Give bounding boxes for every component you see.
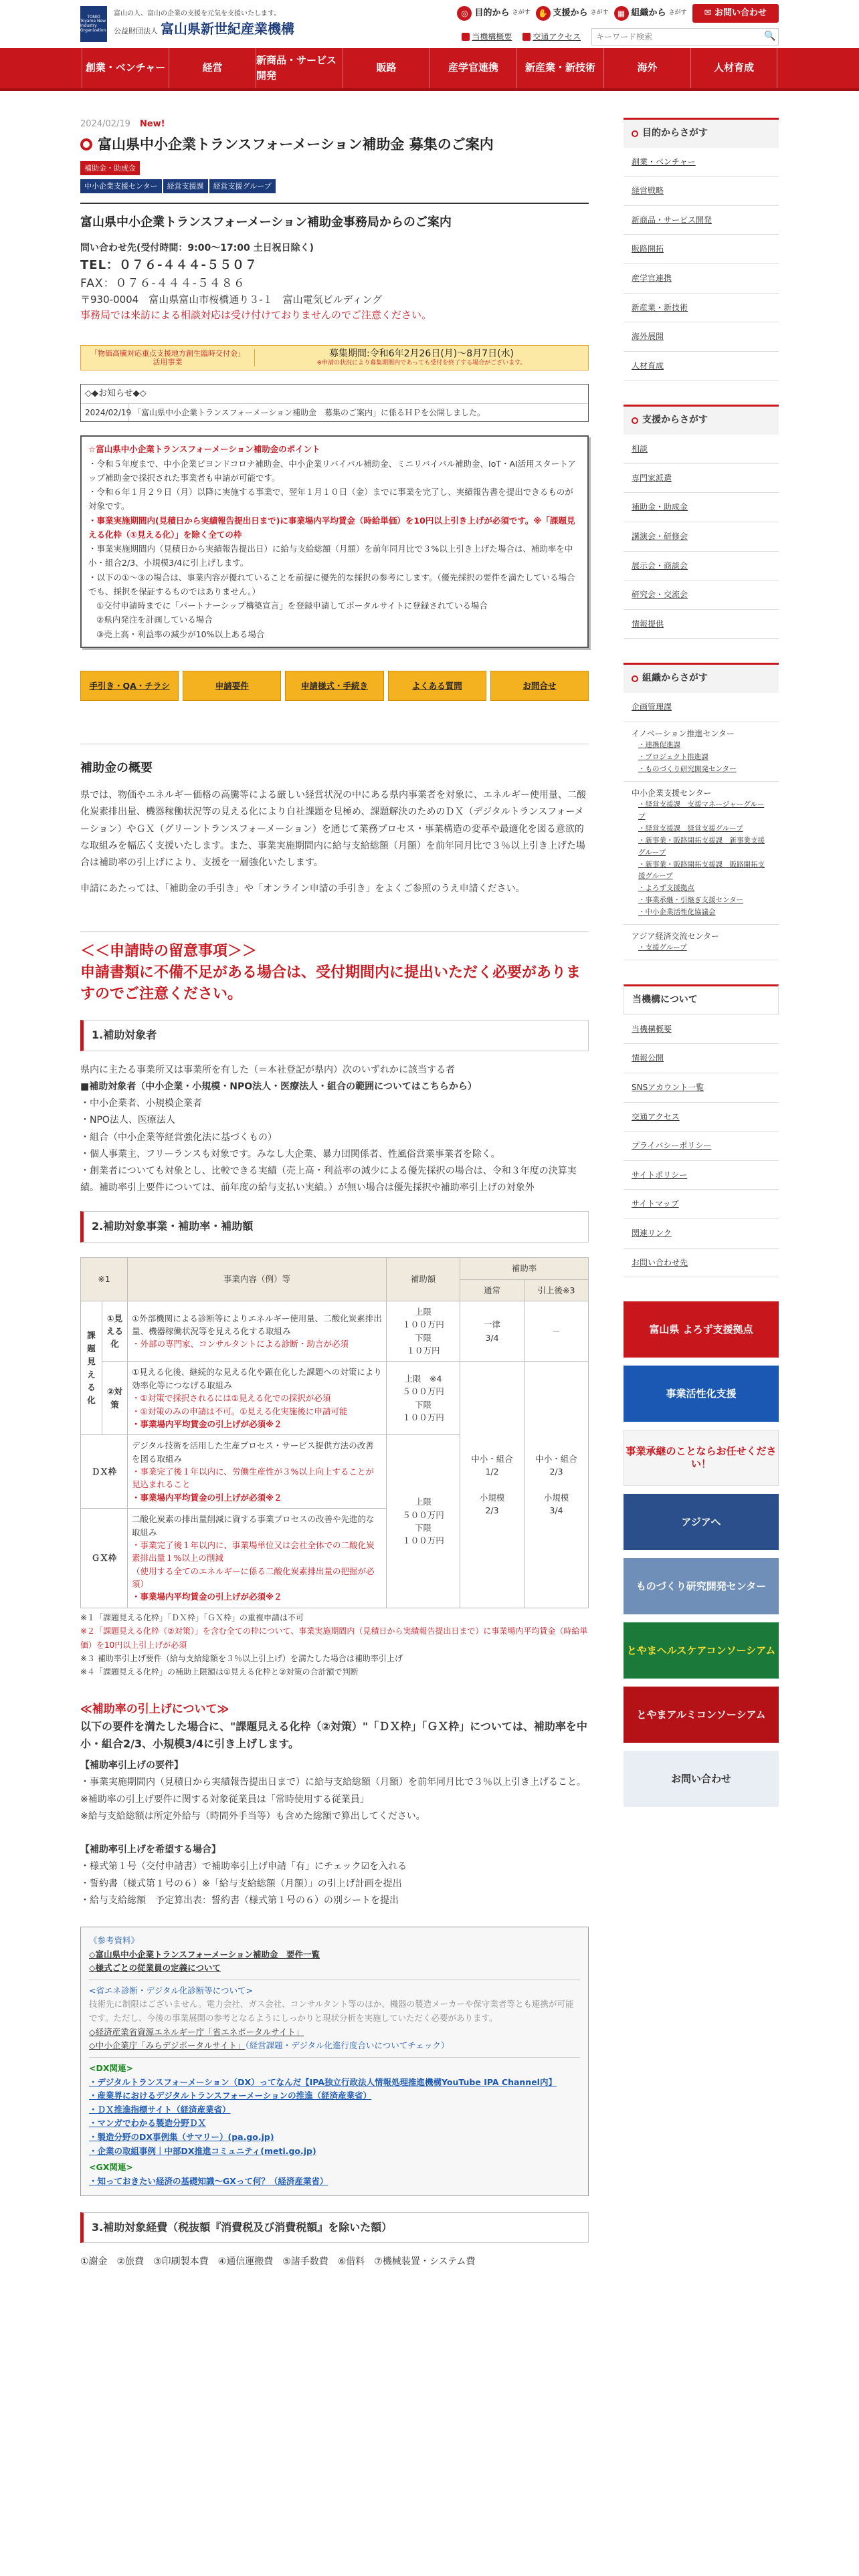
points-box: ☆富山県中小企業トランスフォーメーション補助金のポイント ・令和５年度まで、中小企業ビヨンドコロナ補助金、中小企業リバイバル補助金、ミニリバイバル補助金、IoT・AI活用スタートアップ補助金で採択された事業者も申請が可能です。 ・令和６年１月２９日（月）以降に実施する事業で、翌年１月１０日（金）までに事業を完了し、実績報告書を提出できるものが対象です。 ・事業実施期間内(見積日から実績報告提出日まで)に事業場内平均賃金（時給単価）を10円以上引き上げが必須です。※「課題見える化枠（①見える化）」を除く全ての枠 ・事業実施期間内（見積日から実績報告提出日）に給与支給総額（月額）を前年同月比で３%以上引き上げた場合は、補助率を中小・組合2/3、小規模3/4に引上げします。 ・以下の①～③の場合は、事業内容が優れていることを前提に優先的な採択の参考にします。（優先採択の要件を満たしている場合でも、採択を保証するものではありません。） ①交付申請時までに「パートナーシップ構築宣言」を登録申請してポータルサイトに登録されている場合 ②県内発注を計画している場合 ③売上高・利益率の減少が10%以上ある場合: [80, 435, 589, 648]
side-about-3[interactable]: 交通アクセス: [632, 1111, 680, 1121]
subtitle: 富山県中小企業トランスフォーメーション補助金事務局からのご案内: [80, 215, 452, 230]
tag-subsidy[interactable]: 補助金・助成金: [80, 161, 140, 175]
tag-mgmt-section[interactable]: 経営支援課: [163, 179, 208, 193]
section-heading-1: 1.補助対象者: [80, 1020, 589, 1051]
address: 〒930-0004 富山県富山市桜橋通り３-１ 富山電気ビルディング: [80, 294, 383, 306]
caution-section: ＜＜申請時の留意事項＞＞ 申請書類に不備不足がある場合は、受付期間内に提出いただく必要がありますのでご注意ください。: [80, 931, 589, 1005]
access-link[interactable]: 交通アクセス: [522, 31, 581, 43]
banner-list: [624, 1301, 779, 1807]
requirements-button[interactable]: 申請要件: [183, 671, 281, 701]
side-purpose-0[interactable]: 創業・ベンチャー: [632, 156, 696, 167]
dx-link-2[interactable]: ・産業界におけるデジタルトランスフォーメーションの推進（経済産業省）: [89, 2090, 372, 2101]
square-icon: [522, 33, 531, 41]
table-notes: ※１「課題見える化枠」「ＤＸ枠」「ＧＸ枠」の重複申請は不可 ※２「課題見える化枠（②対策）」を含む全ての枠について、事業実施期間内（見積日から実績報告提出日まで）に事業場内平均賃金（時給単価）を10円以上引上げが必須 ※３ 補助率引上げ要件（給与支給総額を３％以上引上げ）を満たした場合は補助率引上げ ※４「課題見える化枠」の補助上限額は①見える化枠と②対策の合計額で判断: [80, 1612, 588, 1677]
guide-button[interactable]: 手引き・QA・チラシ: [80, 671, 179, 701]
tagline: 富山の人、富山の企業の支援を元気を支援いたします。: [114, 9, 281, 17]
news-box: ◇◆お知らせ◆◇ 2024/02/19 「富山県中小企業トランスフォーメーション補助金 募集のご案内」に係るＨＰを公開しました。: [80, 384, 589, 423]
tel: TEL：０７６-４４４-５５０７: [80, 258, 258, 272]
dx-link-6[interactable]: ・企業の取組事例｜中部DX推進コミュニティ(meti.go.jp): [89, 2145, 316, 2156]
gnav-startup[interactable]: 創業・ベンチャー: [82, 48, 169, 88]
rate-increase-section: ≪補助率の引上げについて≫ 以下の要件を満たした場合に、"課題見える化枠（②対策）"「ＤＸ枠」「ＧＸ枠」については、補助率を中小・組合2/3、小規模3/4に引き上げします。 【補助率引上げの要件】 ・事業実施期間内（見積日から実績報告提出日まで）に給与支給総額（月額）を前年同月比で３％以上引き上げること。 ※補助率の引上げ要件に関する対象従業員は「常時使用する従業員」 ※給与支給総額は所定外給与（時間外手当等）も含めた総額で算出してください。 【補助率引上げを希望する場合】 ・様式第１号（交付申請書）で補助率引上げ申請「有」にチェック☑を入れる ・誓約書（様式第１号の６）※「給与支給総額（月額）」の引上げ計画を提出 ・給与支給総額 予定算出表：誓約書（様式第１号の６）の別シートを提出: [80, 1702, 587, 1906]
about-nav: 当機構について 当機構概要 情報公開 SNSアカウント一覧 交通アクセス プライバシーポリシー サイトポリシー サイトマップ 関連リンク お問い合わせ先: [624, 984, 779, 1277]
eligibility-text: 県内に主たる事業所又は事業所を有した（＝本社登記が県内）次のいずれかに該当する者 ■補助対象者（中小企業・小規模・NPO法人・医療法人・組合の範囲についてはこちらから） ・中小企業者、小規模企業者 ・NPO法人、医療法人 ・組合（中小企業等経営強化法に基づくもの） ・個人事業主、フリーランスも対象です。みなし大企業、暴力団関係者、性風俗営業事業者を除く。 ・創業者についても対象とし、比較できる実績（売上高・利益率の減少による優先採択の場合は、令和３年度の決算実績。補助率引上要件については、前年度の給与支払い実績。）が無い場合は優先採択や補助率引上げの対象外: [80, 1064, 577, 1194]
gnav-sales[interactable]: 販路: [343, 48, 430, 88]
tag-mgmt-group[interactable]: 経営支援グループ: [209, 179, 276, 193]
section-heading-2: 2.補助対象事業・補助率・補助額: [80, 1211, 589, 1243]
energy-portal-link[interactable]: ◇経済産業省資源エネルギー庁「省エネポータルサイト」: [89, 2026, 304, 2037]
square-icon: [462, 33, 470, 41]
logo-mark: TONIO Toyama New Industry Organization: [80, 6, 107, 42]
new-badge: New!: [139, 119, 165, 129]
gnav-management[interactable]: 経営: [169, 48, 256, 88]
side-support-3[interactable]: 講演会・研修会: [632, 531, 688, 541]
gnav-product-dev[interactable]: 新商品・サービス開発: [256, 48, 343, 88]
side-purpose-2[interactable]: 新商品・サービス開発: [632, 215, 712, 225]
gx-link-1[interactable]: ・知っておきたい経済の基礎知識～GXって何？（経済産業省）: [89, 2175, 328, 2186]
section-heading-3: 3.補助対象経費（税抜額『消費税及び消費税額』を除いた額）: [80, 2212, 589, 2244]
search-box: [591, 28, 779, 45]
side-support-5[interactable]: 研究会・交流会: [632, 590, 688, 600]
banner-healthcare[interactable]: とやまヘルスケアコンソーシアム: [624, 1622, 779, 1679]
sidebar: [624, 118, 779, 2270]
list-item: 2024/02/19 「富山県中小企業トランスフォーメーション補助金 募集のご案内」に係るＨＰを公開しました。: [81, 404, 588, 422]
circle-icon: [632, 675, 638, 682]
search-input[interactable]: [592, 29, 762, 45]
side-org2-sub2[interactable]: ・ものづくり研究開発センター: [638, 764, 737, 773]
reference-box: 《参考資料》 ◇富山県中小企業トランスフォーメーション補助金 要件一覧 ◇様式ごとの従業員の定義について <省エネ診断・デジタル化診断等について> 技術先に制限はございません。電力会社、ガス会社、コンサルタント等のほか、機器の製造メーカーや保守業者等とも連携が可能です。ただし、今後の事業展開の参考となるようにしっかりと現状分析を実施していただく必要があります。 ◇経済産業省資源エネルギー庁「省エネポータルサイト」 ◇中小企業庁「みらデジポータルサイト」（経営課題・デジタル化進行度合いについてチェック） <DX関連> ・デジタルトランスフォーメーション（DX）ってなんだ【IPA独立行政法人情報処理推進機構YouTube IPA Channel内】 ・産業界におけるデジタルトランスフォーメーションの推進（経済産業省） ・ＤＸ推進指標サイト（経済産業省） ・マンガでわかる製造分野ＤＸ ・製造分野のDX事例集（サマリー）(pa.go.jp) ・企業の取組事例｜中部DX推進コミュニティ(meti.go.jp) <GX関連> ・知っておきたい経済の基礎知識～GXって何？（経済産業省）: [80, 1927, 589, 2196]
anchor-buttons: [80, 671, 589, 701]
side-org2-sub1[interactable]: ・プロジェクト推進課: [638, 753, 708, 761]
side-support-6[interactable]: 情報提供: [632, 619, 664, 629]
side-org3-sub0[interactable]: ・経営支援課 支援マネージャーグループ: [638, 800, 765, 821]
subsidy-table: ※1 事業内容（例）等 補助額 補助率 通常 引上後※3 課題見える化 ①見える化 ①外部機関による診断等によりエネルギー使用量、二酸化炭素排出量、機器稼働状況等を見える化する取組み ・外部の専門家、コンサルタントによる診断・助言が必須 上限 １００万円 下限 １０万円 一律 3/4 － ②対策 ①見える化後、継続的な見える化や顕在化した課題への対策により効率化等につなげる取組み ・①対策で採択されるには①見える化での採択が必須 ・①対策のみの申請は不可。①見える化実施後に申請可能 ・事業場内平均賃金の引上げが必須※２ 上限 ※4 ５００万円 下限 １００万円 中小・組合 1/2 小規模 2/3 中小・組合 2/3 小規模 3/4 ＤＸ枠 デジタル技術を活用した生産プロセス・サービス提供方法の改善を図る取組み ・事業完了後１年以内に、労働生産性が３%以上向上することが見込まれること ・事業場内平均賃金の引上げが必須※２ 上限 ５００万円 下限 １００万円 ＧＸ枠 二酸化炭素の排出量削減に資する事業プロセスの改善や先進的な取組み ・事業完了後１年以内に、事業場単位又は会社全体での二酸化炭素排出量１%以上の削減 （使用する全てのエネルギーに係る二酸化炭素排出量の把握が必須） ・事業場内平均賃金の引上げが必須※２: [80, 1257, 589, 1608]
side-purpose-1[interactable]: 経営戦略: [632, 186, 664, 196]
table-row: ②対策 ①見える化後、継続的な見える化や顕在化した課題への対策により効率化等につなげる取組み ・①対策で採択されるには①見える化での採択が必須 ・①対策のみの申請は不可。①見える化実施後に申請可能 ・事業場内平均賃金の引上げが必須※２ 上限 ※4 ５００万円 下限 １００万円 中小・組合 1/2 小規模 2/3 中小・組合 2/3 小規模 3/4: [81, 1362, 589, 1435]
side-about-5[interactable]: サイトポリシー: [632, 1170, 688, 1180]
support-nav: 支援からさがす 相談 専門家派遣 補助金・助成金 講演会・研修会 展示会・商談会 研究会・交流会 情報提供: [624, 405, 779, 639]
side-org3-sub5[interactable]: ・事業承継・引継ぎ支援センター: [638, 896, 744, 905]
dx-link-4[interactable]: ・マンガでわかる製造分野ＤＸ: [89, 2118, 207, 2129]
banner-revitalize[interactable]: 事業活性化支援: [624, 1366, 779, 1422]
tag-support-center[interactable]: 中小企業支援センター: [80, 179, 162, 193]
page-title: 富山県中小企業トランスフォーメーション補助金 募集のご案内: [80, 134, 589, 156]
side-support-0[interactable]: 相談: [632, 444, 648, 454]
purpose-nav: 目的からさがす 創業・ベンチャー 経営戦略 新商品・サービス開発 販路開拓 産学官連携 新産業・新技術 海外展開 人材育成: [624, 118, 779, 381]
banner-yorozu[interactable]: 富山県 よろず支援拠点: [624, 1301, 779, 1358]
expense-items: ①謝金 ②旅費 ③印刷製本費 ④通信運搬費 ⑤諸手数費 ⑥借料 ⑦機械装置・システム費: [80, 2256, 476, 2268]
target-icon: ◎: [457, 6, 472, 21]
table-row: ＤＸ枠 デジタル技術を活用した生産プロセス・サービス提供方法の改善を図る取組み ・事業完了後１年以内に、労働生産性が３%以上向上することが見込まれること ・事業場内平均賃金の引上げが必須※２ 上限 ５００万円 下限 １００万円: [81, 1435, 589, 1509]
requirements-list-link[interactable]: ◇富山県中小企業トランスフォーメーション補助金 要件一覧: [89, 1949, 320, 1959]
side-about-4[interactable]: プライバシーポリシー: [632, 1141, 712, 1151]
side-org3-sub6[interactable]: ・中小企業活性化協議会: [638, 907, 716, 916]
circle-icon: [80, 138, 92, 150]
circle-icon: [632, 417, 638, 424]
side-purpose-6[interactable]: 海外展開: [632, 332, 664, 342]
side-about-6[interactable]: サイトマップ: [632, 1199, 679, 1209]
dx-link-3[interactable]: ・ＤＸ推進指標サイト（経済産業省）: [89, 2104, 231, 2115]
side-support-4[interactable]: 展示会・商談会: [632, 560, 688, 570]
overview-section: 補助金の概要 県では、物価やエネルギー価格の高騰等による厳しい経営状況の中にある県内事業者を対象に、エネルギー使用量、二酸化炭素排出量、機器稼働状況等の見える化により自社課題を見極め、課題解決のためのＤＸ（デジタルトランスフォーメーション）やＧＸ（グリーントランスフォーメーション）を通じて業務プロセス・事業構造の変革や最適化を図る意欲的な取組みを幅広く支援いたします。また、事業実施期間内に給与支給総額（月額）を前年同月比で３％以上引き上げた場合は補助率の引上げにより、支援を一層強化いたします。 申請にあたっては、「補助金の手引き」や「オンライン申請の手引き」をよくご参照のうえ申請ください。: [80, 744, 589, 897]
side-about-7[interactable]: 関連リンク: [632, 1228, 672, 1238]
hand-icon: ✋: [536, 6, 551, 21]
banner-succession[interactable]: 事業承継のことならお任せください！: [624, 1430, 779, 1486]
miradeji-portal-link[interactable]: ◇中小企業庁「みらデジポータルサイト」: [89, 2040, 246, 2051]
side-purpose-5[interactable]: 新産業・新技術: [632, 302, 688, 312]
building-icon: ▦: [614, 6, 629, 21]
side-org2-sub0[interactable]: ・連携促進課: [638, 741, 680, 750]
gnav-hr[interactable]: 人材育成: [690, 48, 777, 88]
side-org3-sub2[interactable]: ・新事業・販路開拓支援課 新事業支援グループ: [638, 836, 765, 857]
banner-alumi[interactable]: とやまアルミコンソーシアム: [624, 1687, 779, 1743]
side-org3-sub4[interactable]: ・よろず支援拠点: [638, 884, 694, 893]
side-org-planning[interactable]: 企画管理課: [632, 702, 672, 712]
employee-definition-link[interactable]: ◇様式ごとの従業員の定義について: [89, 1963, 221, 1973]
header: [0, 0, 859, 48]
overview-link[interactable]: 当機構概要: [462, 31, 512, 43]
side-about-8[interactable]: お問い合わせ先: [632, 1257, 688, 1267]
org-nav: 組織からさがす 企画管理課 イノベーション推進センター ・連携促進課 ・プロジェクト推進課 ・ものづくり研究開発センター 中小企業支援センター ・経営支援課 支援マネージャーグループ ・経営支援課 経営支援グループ ・新事業・販路開拓支援課 新事業支援グループ ・新事業・販路開拓支援課 販路開拓支援グループ ・よろず支援拠点 ・事業承継・引継ぎ支援センター ・中小企業活性化協議会 アジア経済交流センター ・支援グループ: [624, 663, 779, 960]
side-about-2[interactable]: SNSアカウント一覧: [632, 1083, 704, 1093]
faq-button[interactable]: よくある質問: [388, 671, 486, 701]
main-content: [80, 118, 589, 2270]
org-name: 公益財団法人 富山県新世紀産業機構: [114, 21, 294, 37]
mail-icon: ✉: [704, 8, 714, 18]
visit-notice: 事務局では来訪による相談対応は受け付けておりませんのでご注意ください。: [80, 309, 432, 322]
divider: [80, 203, 589, 204]
side-support-2[interactable]: 補助金・助成金: [632, 502, 688, 512]
side-purpose-4[interactable]: 産学官連携: [632, 274, 672, 284]
search-by-org-button[interactable]: ▦ 組織から さがす: [614, 4, 687, 23]
tag-list: [80, 161, 589, 194]
gnav-new-industry[interactable]: 新産業・新技術: [516, 48, 603, 88]
side-org3-sub3[interactable]: ・新事業・販路開拓支援課 販路開拓支援グループ: [638, 860, 765, 881]
banner-monozukuri[interactable]: ものづくり研究開発センター: [624, 1558, 779, 1614]
side-purpose-3[interactable]: 販路開拓: [632, 244, 664, 254]
contact-info: 問い合わせ先(受付時間：9:00～17:00 土日祝日除く) TEL：０７６-４４４-５５０７ FAX：０７６-４４４-５４８６ 〒930-0004 富山県富山市桜橋通り３-１ 富山電気ビルディング 事務局では来訪による相談対応は受け付けておりませんのでご注意ください。: [80, 241, 589, 323]
table-row: ＧＸ枠 二酸化炭素の排出量削減に資する事業プロセスの改善や先進的な取組み ・事業完了後１年以内に、事業場単位又は会社全体での二酸化炭素排出量１%以上の削減 （使用する全てのエネルギーに係る二酸化炭素排出量の把握が必須） ・事業場内平均賃金の引上げが必須※２: [81, 1509, 589, 1608]
banner-contact[interactable]: お問い合わせ: [624, 1751, 779, 1807]
search-by-support-button[interactable]: ✋ 支援から さがす: [536, 4, 609, 23]
post-date: 2024/02/19 New!: [80, 119, 165, 129]
side-org4-sub0[interactable]: ・支援グループ: [638, 944, 687, 952]
side-org3-sub1[interactable]: ・経営支援課 経営支援グループ: [638, 824, 743, 833]
circle-icon: [632, 130, 638, 137]
site-logo[interactable]: [80, 6, 294, 42]
dx-link-1[interactable]: ・デジタルトランスフォーメーション（DX）ってなんだ【IPA独立行政法人情報処理推進機構YouTube IPA Channel内】: [89, 2076, 557, 2087]
inquiry-button[interactable]: お問合せ: [490, 671, 589, 701]
fax: FAX：０７６-４４４-５４８６: [80, 276, 246, 290]
forms-button[interactable]: 申請様式・手続き: [285, 671, 383, 701]
search-by-purpose-button[interactable]: ◎ 目的から さがす: [457, 4, 530, 23]
search-icon[interactable]: 🔍: [764, 31, 776, 42]
banner-asia[interactable]: アジアへ: [624, 1494, 779, 1550]
side-support-1[interactable]: 専門家派遣: [632, 473, 672, 483]
side-purpose-7[interactable]: 人材育成: [632, 360, 664, 370]
contact-button[interactable]: ✉ お問い合わせ: [692, 4, 779, 23]
gnav-overseas[interactable]: 海外: [603, 48, 690, 88]
table-row: 課題見える化 ①見える化 ①外部機関による診断等によりエネルギー使用量、二酸化炭素排出量、機器稼働状況等を見える化する取組み ・外部の専門家、コンサルタントによる診断・助言が必須 上限 １００万円 下限 １０万円 一律 3/4 －: [81, 1301, 589, 1362]
side-about-1[interactable]: 情報公開: [632, 1053, 664, 1063]
global-nav: [0, 48, 859, 91]
side-about-0[interactable]: 当機構概要: [632, 1024, 672, 1034]
dx-link-5[interactable]: ・製造分野のDX事例集（サマリー）(pa.go.jp): [89, 2132, 274, 2143]
period-band: 「物価高騰対応重点支援地方創生臨時交付金」 活用事業 募集期間:令和6年2月26日(月)～8月7日(水) ※申請の状況により募集期間内であっても受付を終了する場合がございます。: [80, 345, 589, 370]
gnav-collab[interactable]: 産学官連携: [430, 48, 516, 88]
